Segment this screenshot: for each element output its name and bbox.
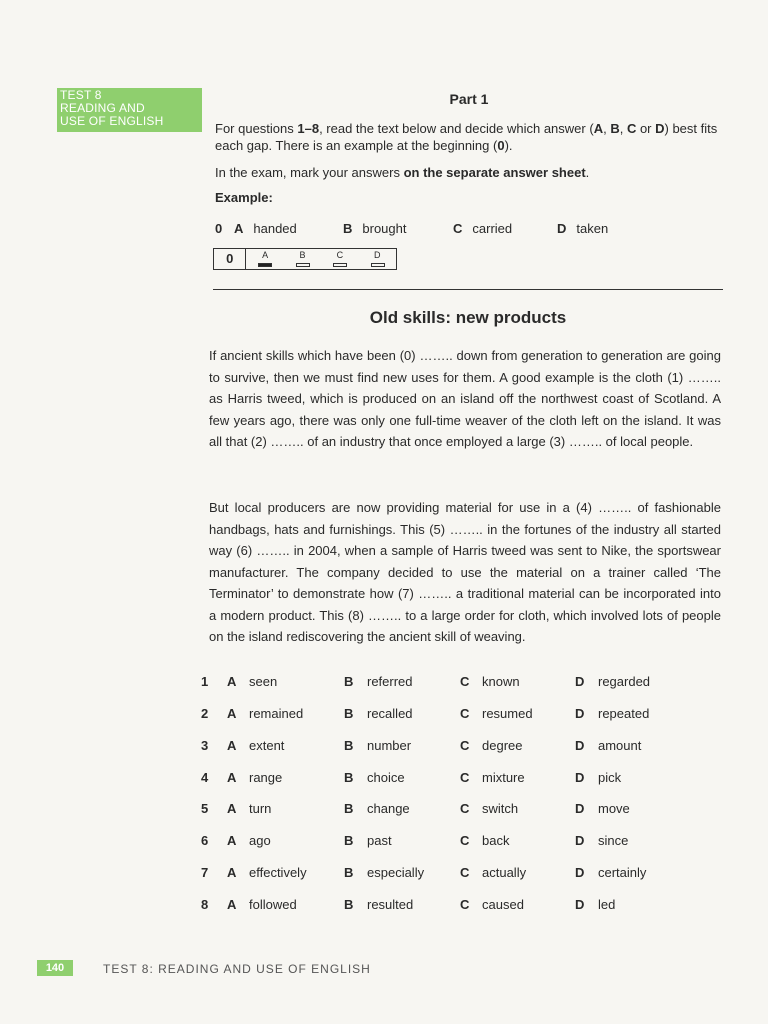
option-word: regarded <box>598 674 651 689</box>
option-letter: C <box>460 770 470 785</box>
example-number: 0 <box>215 221 223 236</box>
option-letter: B <box>344 897 354 912</box>
option-word: remained <box>249 706 304 721</box>
option-letter: D <box>575 865 585 880</box>
option-letter: A <box>227 833 237 848</box>
example-label: Example: <box>215 190 273 205</box>
answer-option-c: C <box>321 249 358 269</box>
question-number: 7 <box>201 865 209 880</box>
option-letter: B <box>344 674 354 689</box>
section-tab-line: READING AND <box>60 101 145 115</box>
option-word: degree <box>482 738 523 753</box>
option-word: known <box>482 674 520 689</box>
answer-mark-empty <box>371 263 385 267</box>
question-number: 2 <box>201 706 209 721</box>
option-letter: C <box>460 738 470 753</box>
option-letter: C <box>460 897 470 912</box>
question-number: 8 <box>201 897 209 912</box>
example-option: D taken <box>557 221 609 236</box>
option-word: pick <box>598 770 622 785</box>
option-word: repeated <box>598 706 650 721</box>
option-letter: D <box>575 801 585 816</box>
answer-mark-empty <box>333 263 347 267</box>
question-row <box>201 897 721 917</box>
example-option: B brought <box>343 221 407 236</box>
option-letter: B <box>344 801 354 816</box>
option-word: actually <box>482 865 527 880</box>
example-answer-box <box>213 248 397 270</box>
example-option: C carried <box>453 221 513 236</box>
option-letter: C <box>460 801 470 816</box>
option-word: referred <box>367 674 413 689</box>
option-letter: A <box>227 706 237 721</box>
answer-option-b: B <box>284 249 321 269</box>
option-letter: A <box>227 897 237 912</box>
page-number: 140 <box>37 960 73 976</box>
option-letter: B <box>344 706 354 721</box>
option-letter: D <box>575 897 585 912</box>
option-word: number <box>367 738 412 753</box>
option-word: followed <box>249 897 297 912</box>
option-word: turn <box>249 801 272 816</box>
option-word: resulted <box>367 897 414 912</box>
option-word: move <box>598 801 630 816</box>
option-word: range <box>249 770 283 785</box>
option-letter: C <box>460 674 470 689</box>
option-word: extent <box>249 738 285 753</box>
instructions-paragraph: For questions 1–8, read the text below and decide which answer (A, B, C or D) best fits each gap. There is an example at the beginning (0). <box>215 121 718 153</box>
question-row <box>201 706 721 726</box>
option-word: certainly <box>598 865 647 880</box>
option-letter: C <box>460 833 470 848</box>
option-word: resumed <box>482 706 533 721</box>
text-paragraph-1: If ancient skills which have been (0) …….. down from generation to generation are going to survive, then we must find new uses for them. A good example is the cloth (1) …….. as Harris tweed, which is produced on an island off the northwest coast of Scotland. A few years ago, there was only one full-time weaver of the cloth left on the island. It was all that (2) …….. of an industry that once employed a large (3) …….. of local people. <box>209 348 721 449</box>
answer-mark-empty <box>296 263 310 267</box>
divider <box>213 289 723 290</box>
example-option: A handed <box>234 221 297 236</box>
answer-mark-filled <box>258 263 272 267</box>
option-word: change <box>367 801 410 816</box>
question-row <box>201 770 721 790</box>
option-word: recalled <box>367 706 413 721</box>
option-letter: D <box>575 738 585 753</box>
option-word: amount <box>598 738 642 753</box>
question-number: 3 <box>201 738 209 753</box>
option-letter: C <box>460 865 470 880</box>
option-word: past <box>367 833 392 848</box>
option-letter: D <box>575 833 585 848</box>
option-word: choice <box>367 770 405 785</box>
option-letter: D <box>575 706 585 721</box>
option-letter: A <box>227 674 237 689</box>
text-title: Old skills: new products <box>369 308 567 327</box>
question-number: 1 <box>201 674 209 689</box>
option-letter: C <box>460 706 470 721</box>
question-row <box>201 801 721 821</box>
answer-option-a: A <box>246 249 283 269</box>
question-row <box>201 738 721 758</box>
option-letter: B <box>344 738 354 753</box>
option-letter: B <box>344 865 354 880</box>
question-row <box>201 865 721 885</box>
option-word: mixture <box>482 770 525 785</box>
option-word: seen <box>249 674 278 689</box>
option-word: caused <box>482 897 524 912</box>
section-tab-line: TEST 8 <box>60 88 102 102</box>
option-word: back <box>482 833 510 848</box>
option-letter: D <box>575 770 585 785</box>
option-letter: A <box>227 770 237 785</box>
question-number: 6 <box>201 833 209 848</box>
question-row <box>201 833 721 853</box>
option-letter: B <box>344 770 354 785</box>
option-word: effectively <box>249 865 307 880</box>
option-letter: B <box>344 833 354 848</box>
question-number: 5 <box>201 801 209 816</box>
option-word: ago <box>249 833 271 848</box>
footer-title: TEST 8: READING AND USE OF ENGLISH <box>103 962 371 976</box>
section-tab-line: USE OF ENGLISH <box>60 114 164 128</box>
question-number: 4 <box>201 770 209 785</box>
option-letter: A <box>227 738 237 753</box>
option-word: especially <box>367 865 425 880</box>
option-word: switch <box>482 801 519 816</box>
option-letter: A <box>227 865 237 880</box>
answer-option-d: D <box>359 249 396 269</box>
option-word: led <box>598 897 616 912</box>
part-title: Part 1 <box>449 91 489 107</box>
option-letter: A <box>227 801 237 816</box>
option-letter: D <box>575 674 585 689</box>
exam-instructions: In the exam, mark your answers on the separate answer sheet. <box>215 165 590 180</box>
text-paragraph-2: But local producers are now providing material for use in a (4) …….. of fashionable handbags, hats and furnishings. This (5) …….. in the fortunes of the industry all started way (6) …….. in 2004, when a sample of Harris tweed was sent to Nike, the sportswear manufacturer. The company decided to use the material on a trainer called ‘The Terminator’ to demonstrate how (7) …….. a traditional material can be incorporated into a modern product. This (8) …….. to a large order for cloth, which involved lots of people on the island rediscovering the ancient skill of weaving. <box>209 500 721 644</box>
option-word: since <box>598 833 629 848</box>
answer-box-number: 0 <box>214 249 246 269</box>
question-row <box>201 674 721 694</box>
